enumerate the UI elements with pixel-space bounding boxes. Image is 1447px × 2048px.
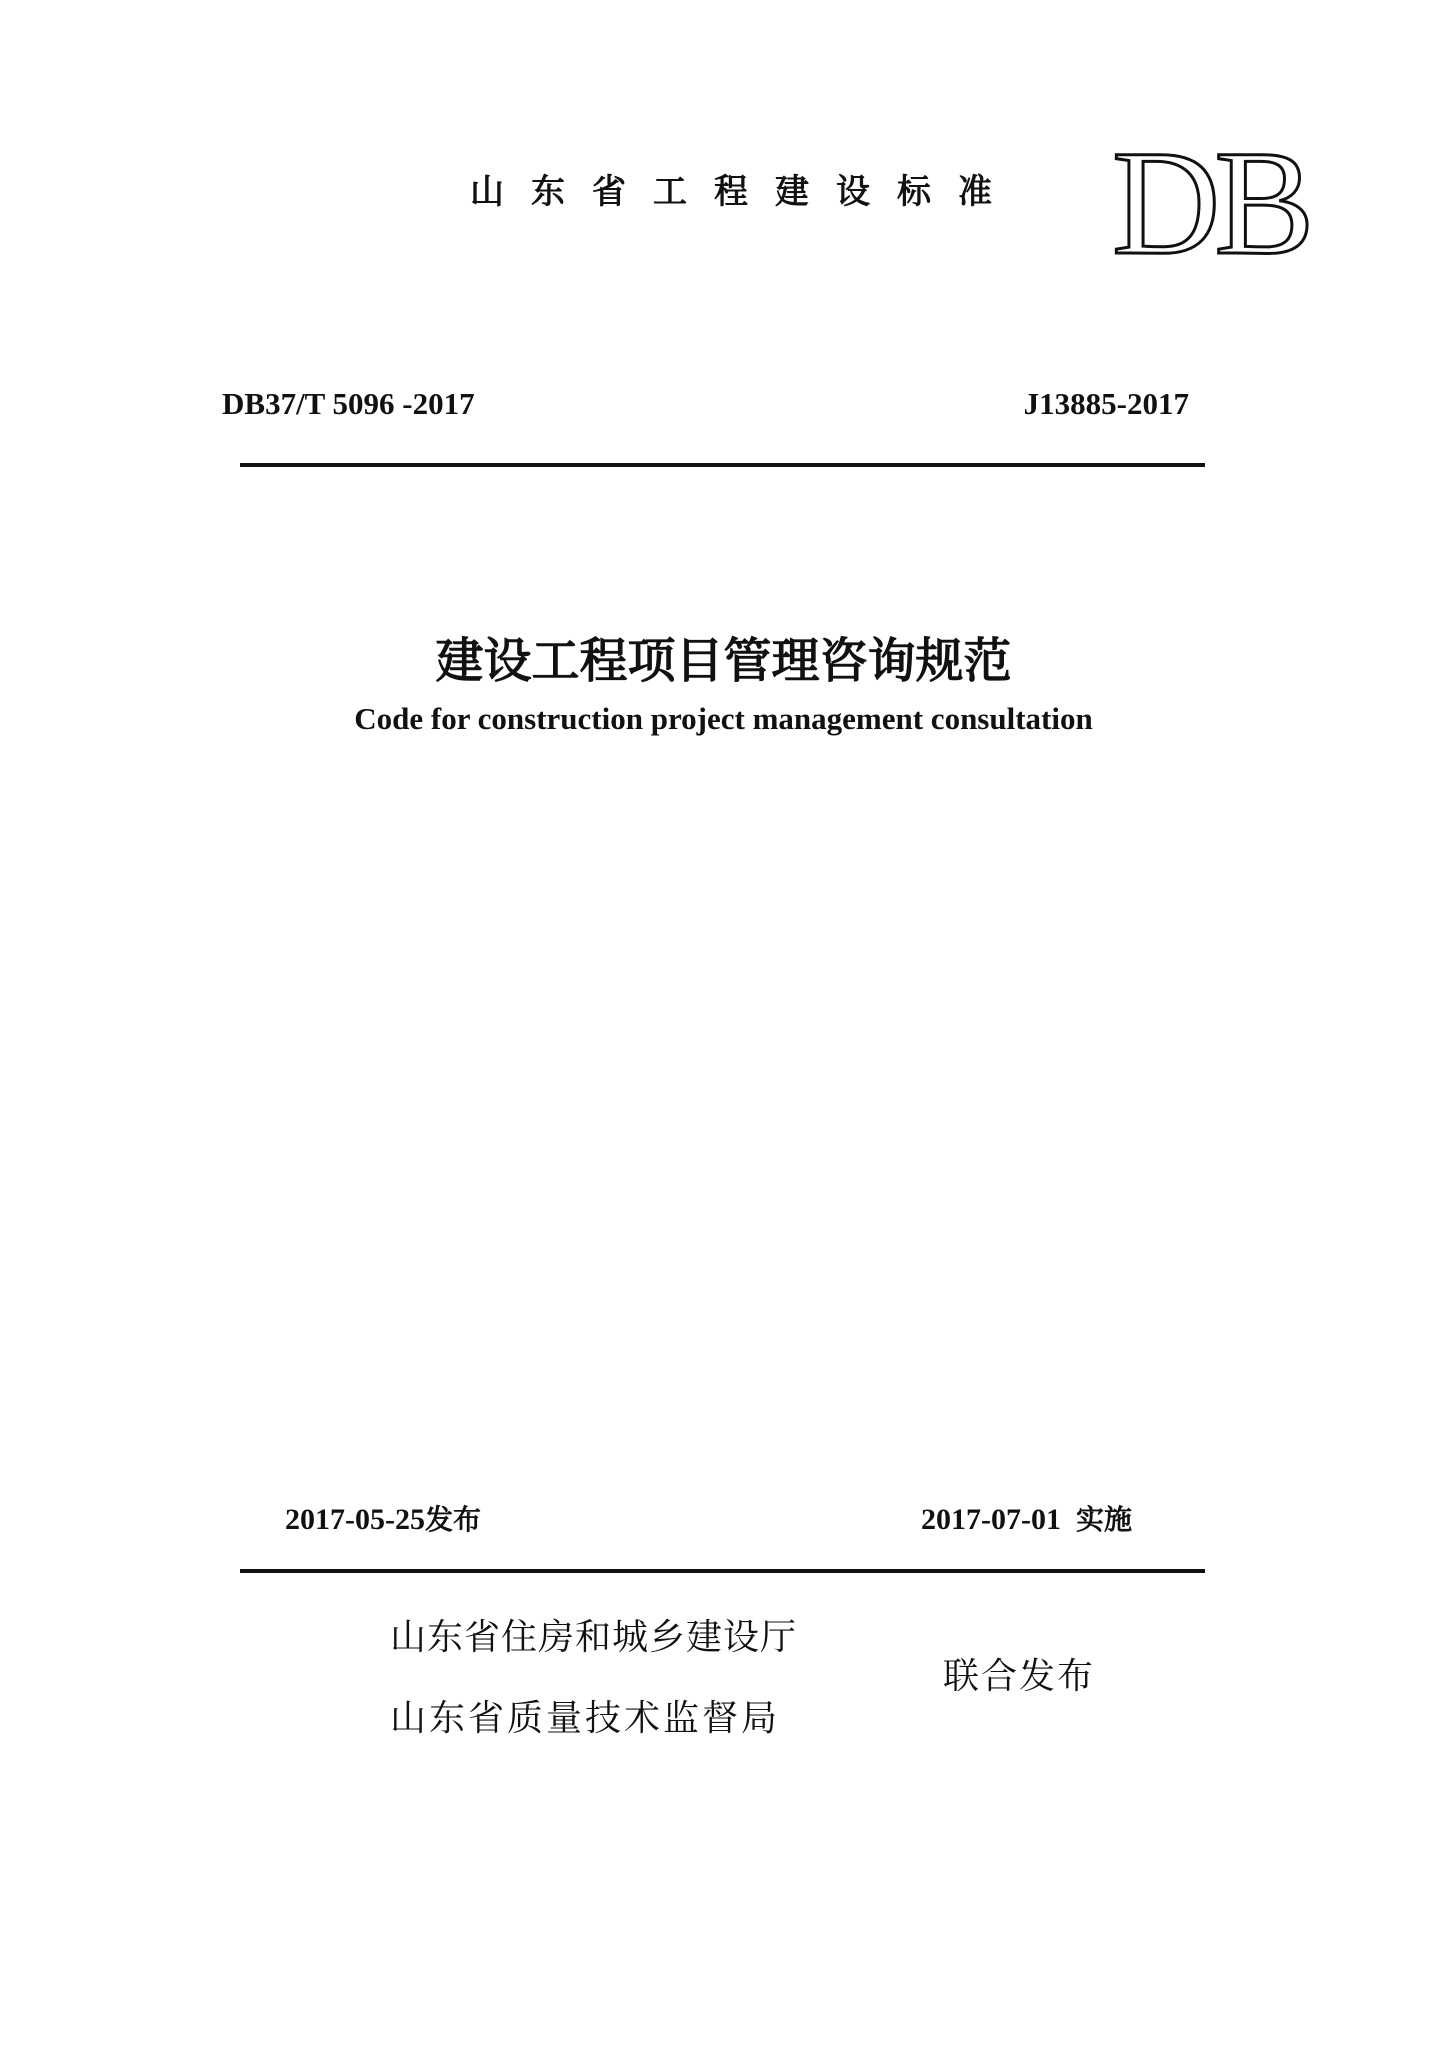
publisher-quality-bureau: 山东省质量技术监督局	[390, 1698, 781, 1739]
document-title-chinese: 建设工程项目管理咨询规范	[435, 633, 1012, 689]
implementation-date-line	[921, 1505, 1132, 1535]
record-number: J13885-2017	[1023, 386, 1189, 421]
bottom-divider	[240, 1569, 1205, 1573]
joint-publication-label: 联合发布	[943, 1656, 1096, 1697]
implementation-date: 2017-07-01	[921, 1503, 1061, 1536]
publisher-housing-department: 山东省住房和城乡建设厅	[390, 1617, 798, 1658]
standard-number: DB37/T 5096 -2017	[222, 386, 475, 421]
standard-series-title: 山东省工程建设标准	[470, 172, 1019, 212]
document-title-english: Code for construction project management consultation	[354, 701, 1093, 736]
issue-date-line	[285, 1505, 481, 1535]
issue-label: 发布	[424, 1503, 481, 1536]
implementation-label: 实施	[1075, 1503, 1132, 1536]
db-logo-mark: DB	[1112, 120, 1309, 286]
issue-date: 2017-05-25	[285, 1503, 425, 1536]
top-divider	[240, 463, 1205, 467]
